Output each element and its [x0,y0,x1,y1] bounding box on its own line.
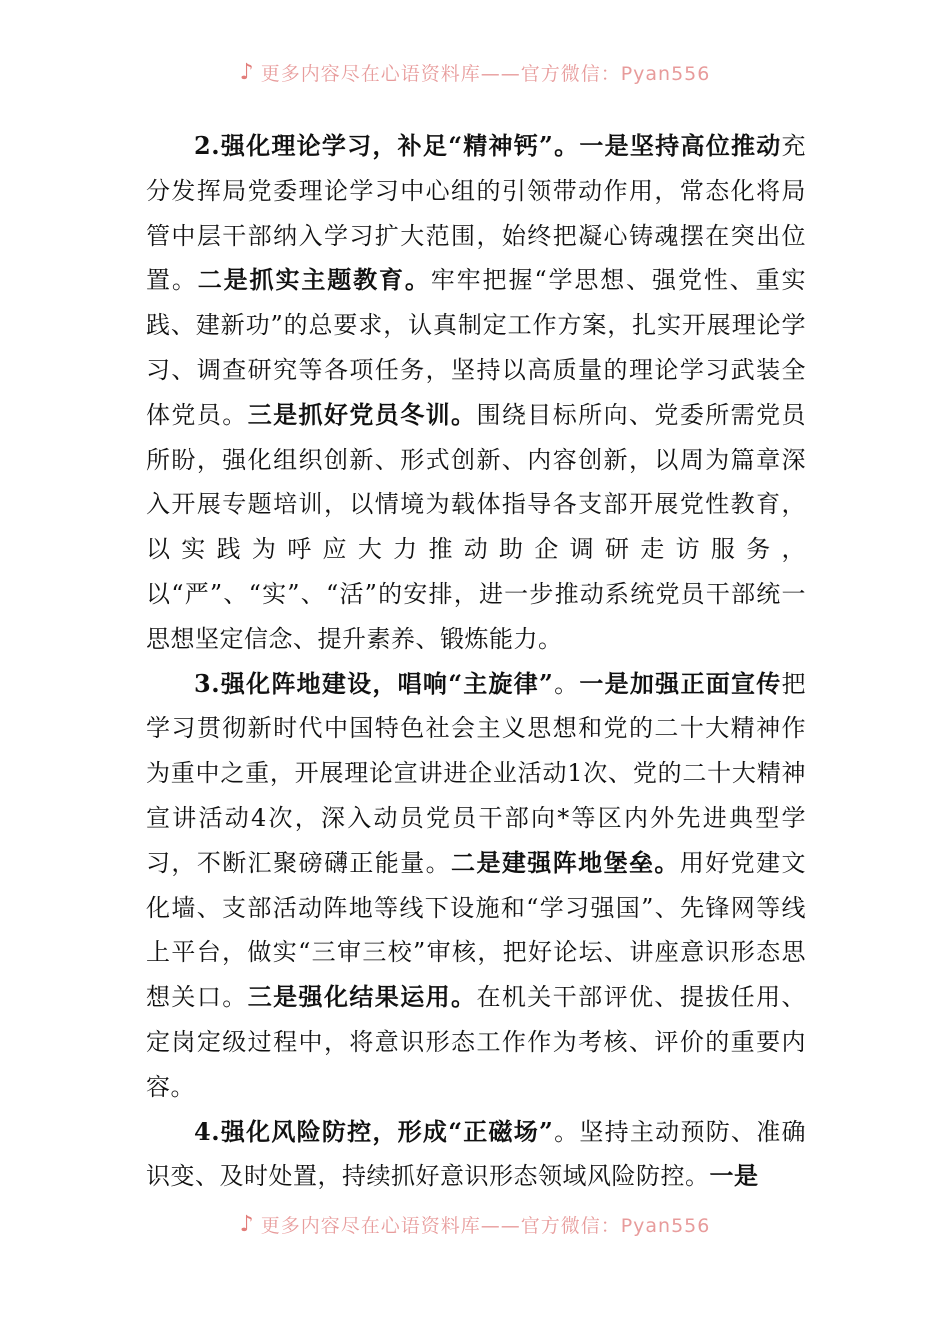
watermark-text: 更多内容尽在心语资料库——官方微信：Pyan556 [260,1214,711,1237]
run-text: 在机关干部评优、提拔任用、定岗定级过程中，将意识形态工作作为考核、评价的重要内容。 [146,983,807,1101]
paragraph-heading: 2.强化理论学习，补足“精神钙”。 [194,131,580,160]
run-bold: 二是抓实主题教育。 [197,265,431,295]
run-text: 。 [553,669,580,698]
watermark-header [0,52,950,92]
paragraph-4 [146,1110,806,1200]
run-bold: 一是加强正面宣传 [579,668,782,698]
run-text: 围绕目标所向、党委所需党员所盼，强化组织创新、形式创新、内容创新，以周为篇章深入开展专题培训，以情境为载体指导各支部开展党性教育，以实践为呼应大力推动助企调研走访服务，以“严”、“实”、“活”的安排，进一步推动系统党员干部统一思想坚定信念、提升素养、锻炼能力。 [146,400,807,653]
run-text: 充分发挥局党委理论学习中心组的引领带动作用，常态化将局管中层干部纳入学习扩大范围，始终把凝心铸魂摆在突出位置。 [146,132,806,295]
document-body [146,124,807,1191]
run-text: 用好党建文化墙、支部活动阵地等线下设施和“学习强国”、先锋网等线上平台，做实“三审三校”审核，把好论坛、讲座意识形态思想关口。 [146,848,807,1012]
run-bold: 一是 [709,1161,759,1191]
paragraph-heading: 3.强化阵地建设，唱响“主旋律” [194,668,554,698]
watermark-footer [0,1204,950,1244]
watermark-logo-icon: ♪ [239,59,255,85]
run-bold: 二是建强阵地堡垒。 [451,847,680,877]
watermark-text: 更多内容尽在心语资料库——官方微信：Pyan556 [260,62,711,85]
run-bold: 三是强化结果运用。 [247,982,477,1012]
run-text: 把学习贯彻新时代中国特色社会主义思想和党的二十大精神作为重中之重，开展理论宣讲进企业活动1次、党的二十大精神宣讲活动4次，深入动员党员干部向*等区内外先进典型学习，不断汇聚磅礴正能量。 [146,669,806,877]
run-bold: 一是坚持高位推动 [579,131,782,160]
paragraph-3 [146,662,806,1110]
run-text: 牢牢把握“学思想、强党性、重实践、建新功”的总要求，认真制定工作方案，扎实开展理论学习、调查研究等各项任务，坚持以高质量的理论学习武装全体党员。 [146,266,806,429]
paragraph-heading: 4.强化风险防控，形成“正磁场” [194,1116,554,1146]
paragraph-2 [146,124,806,662]
watermark-logo-icon: ♪ [239,1211,255,1237]
run-text: 。坚持主动预防、准确识变、及时处置，持续抓好意识形态领域风险防控。 [146,1117,806,1191]
run-bold: 三是抓好党员冬训。 [247,399,477,429]
